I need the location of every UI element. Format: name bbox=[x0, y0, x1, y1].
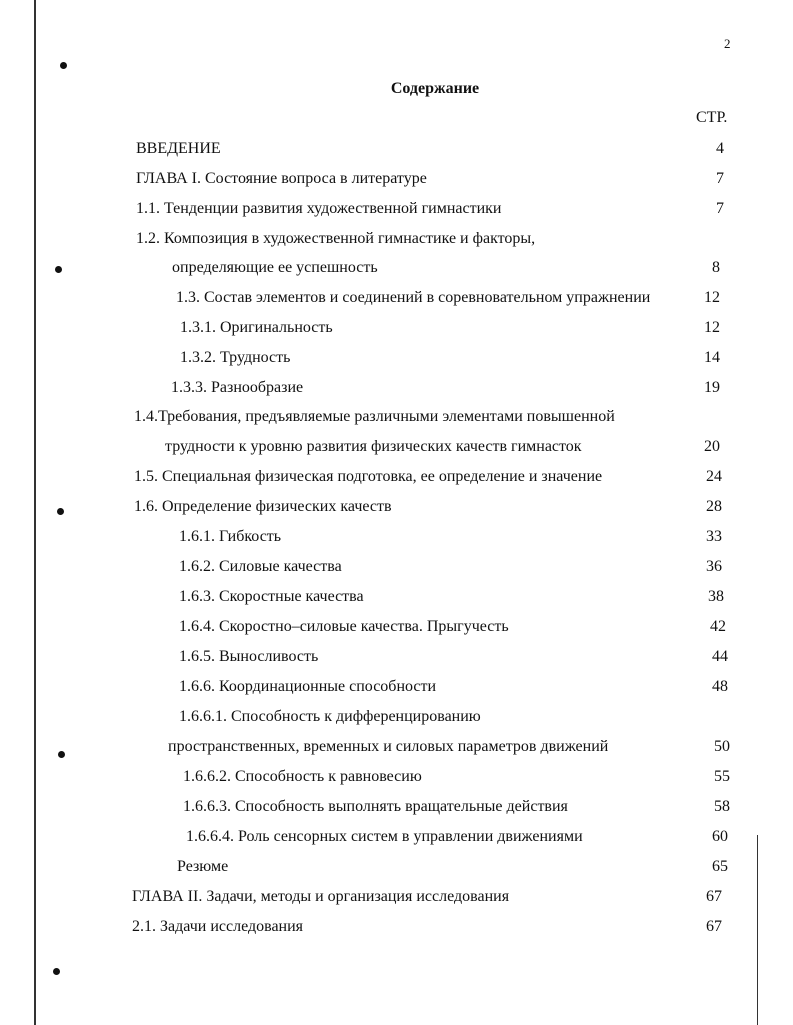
toc-entry-text: 1.6.6.2. Способность к равновесию bbox=[183, 768, 422, 785]
toc-entry-page: 7 bbox=[716, 200, 724, 217]
left-margin-line bbox=[34, 0, 36, 1025]
toc-entry-text: 1.5. Специальная физическая подготовка, ее определение и значение bbox=[134, 468, 603, 485]
toc-entry-page: 38 bbox=[708, 588, 724, 605]
toc-entry-text: 1.6.4. Скоростно–силовые качества. Прыгучесть bbox=[179, 618, 509, 635]
toc-entry-text: Резюме bbox=[177, 858, 229, 875]
toc-entry-page: 48 bbox=[712, 678, 728, 695]
toc-entry-text: 1.3.1. Оригинальность bbox=[180, 319, 333, 336]
toc-entry-page: 60 bbox=[712, 828, 728, 845]
toc-entry-page: 42 bbox=[710, 618, 726, 635]
punch-hole-dot bbox=[60, 62, 67, 69]
toc-entry-text: пространственных, временных и силовых параметров движений bbox=[168, 738, 609, 755]
toc-entry-text: 1.6.6.3. Способность выполнять вращательные действия bbox=[183, 798, 568, 815]
toc-entry-page: 4 bbox=[716, 140, 724, 157]
toc-entry-page: 8 bbox=[712, 259, 720, 276]
toc-entry-text: 1.2. Композиция в художественной гимнастике и факторы, bbox=[136, 230, 536, 247]
toc-entry-text: 1.6.2. Силовые качества bbox=[179, 558, 342, 575]
toc-entry-text: 1.6.6.1. Способность к дифференцированию bbox=[179, 708, 481, 725]
toc-entry-text: 1.3. Состав элементов и соединений в соревновательном упражнении bbox=[176, 289, 651, 306]
toc-entry-text: 1.6.1. Гибкость bbox=[179, 528, 282, 545]
toc-entry-text: ГЛАВА I. Состояние вопроса в литературе bbox=[136, 170, 427, 187]
toc-entry-page: 14 bbox=[704, 349, 720, 366]
toc-entry-text: 1.3.2. Трудность bbox=[180, 349, 291, 366]
punch-hole-dot bbox=[55, 266, 62, 273]
punch-hole-dot bbox=[57, 508, 64, 515]
toc-entry-page: 55 bbox=[714, 768, 730, 785]
toc-entry-text: ВВЕДЕНИЕ bbox=[136, 140, 221, 157]
punch-hole-dot bbox=[53, 968, 60, 975]
toc-entry-page: 28 bbox=[706, 498, 722, 515]
punch-hole-dot bbox=[58, 751, 65, 758]
toc-entry-text: 2.1. Задачи исследования bbox=[132, 918, 304, 935]
toc-entry-page: 67 bbox=[706, 918, 722, 935]
toc-entry-text: определяющие ее успешность bbox=[172, 259, 378, 276]
toc-entry-page: 20 bbox=[704, 438, 720, 455]
toc-entry-page: 19 bbox=[704, 379, 720, 396]
toc-entry-text: 1.1. Тенденции развития художественной гимнастики bbox=[136, 200, 502, 217]
page-number: 2 bbox=[724, 36, 731, 51]
toc-entry-page: 36 bbox=[706, 558, 722, 575]
toc-entry-page: 58 bbox=[714, 798, 730, 815]
toc-entry-page: 7 bbox=[716, 170, 724, 187]
right-margin-line bbox=[757, 835, 758, 1025]
toc-entry-text: 1.6.6.4. Роль сенсорных систем в управлении движениями bbox=[186, 828, 583, 845]
toc-entry-text: 1.6. Определение физических качеств bbox=[134, 498, 392, 515]
toc-entry-text: 1.4.Требования, предъявляемые различными элементами повышенной bbox=[134, 408, 615, 425]
toc-entry-page: 67 bbox=[706, 888, 722, 905]
toc-entry-page: 44 bbox=[712, 648, 728, 665]
toc-entry-page: 24 bbox=[706, 468, 722, 485]
toc-entry-page: 33 bbox=[706, 528, 722, 545]
toc-entry-page: 65 bbox=[712, 858, 728, 875]
toc-entry-text: 1.6.3. Скоростные качества bbox=[179, 588, 364, 605]
toc-entry-page: 12 bbox=[704, 289, 720, 306]
toc-entry-page: 50 bbox=[714, 738, 730, 755]
toc-entry-text: 1.6.6. Координационные способности bbox=[179, 678, 437, 695]
page-title: Содержание bbox=[390, 80, 480, 97]
toc-entry-page: 12 bbox=[704, 319, 720, 336]
toc-entry-text: 1.3.3. Разнообразие bbox=[171, 379, 304, 396]
page-column-label: СТР. bbox=[696, 109, 728, 126]
toc-entry-text: 1.6.5. Выносливость bbox=[179, 648, 319, 665]
toc-entry-text: ГЛАВА II. Задачи, методы и организация исследования bbox=[132, 888, 510, 905]
toc-entry-text: трудности к уровню развития физических качеств гимнасток bbox=[165, 438, 582, 455]
